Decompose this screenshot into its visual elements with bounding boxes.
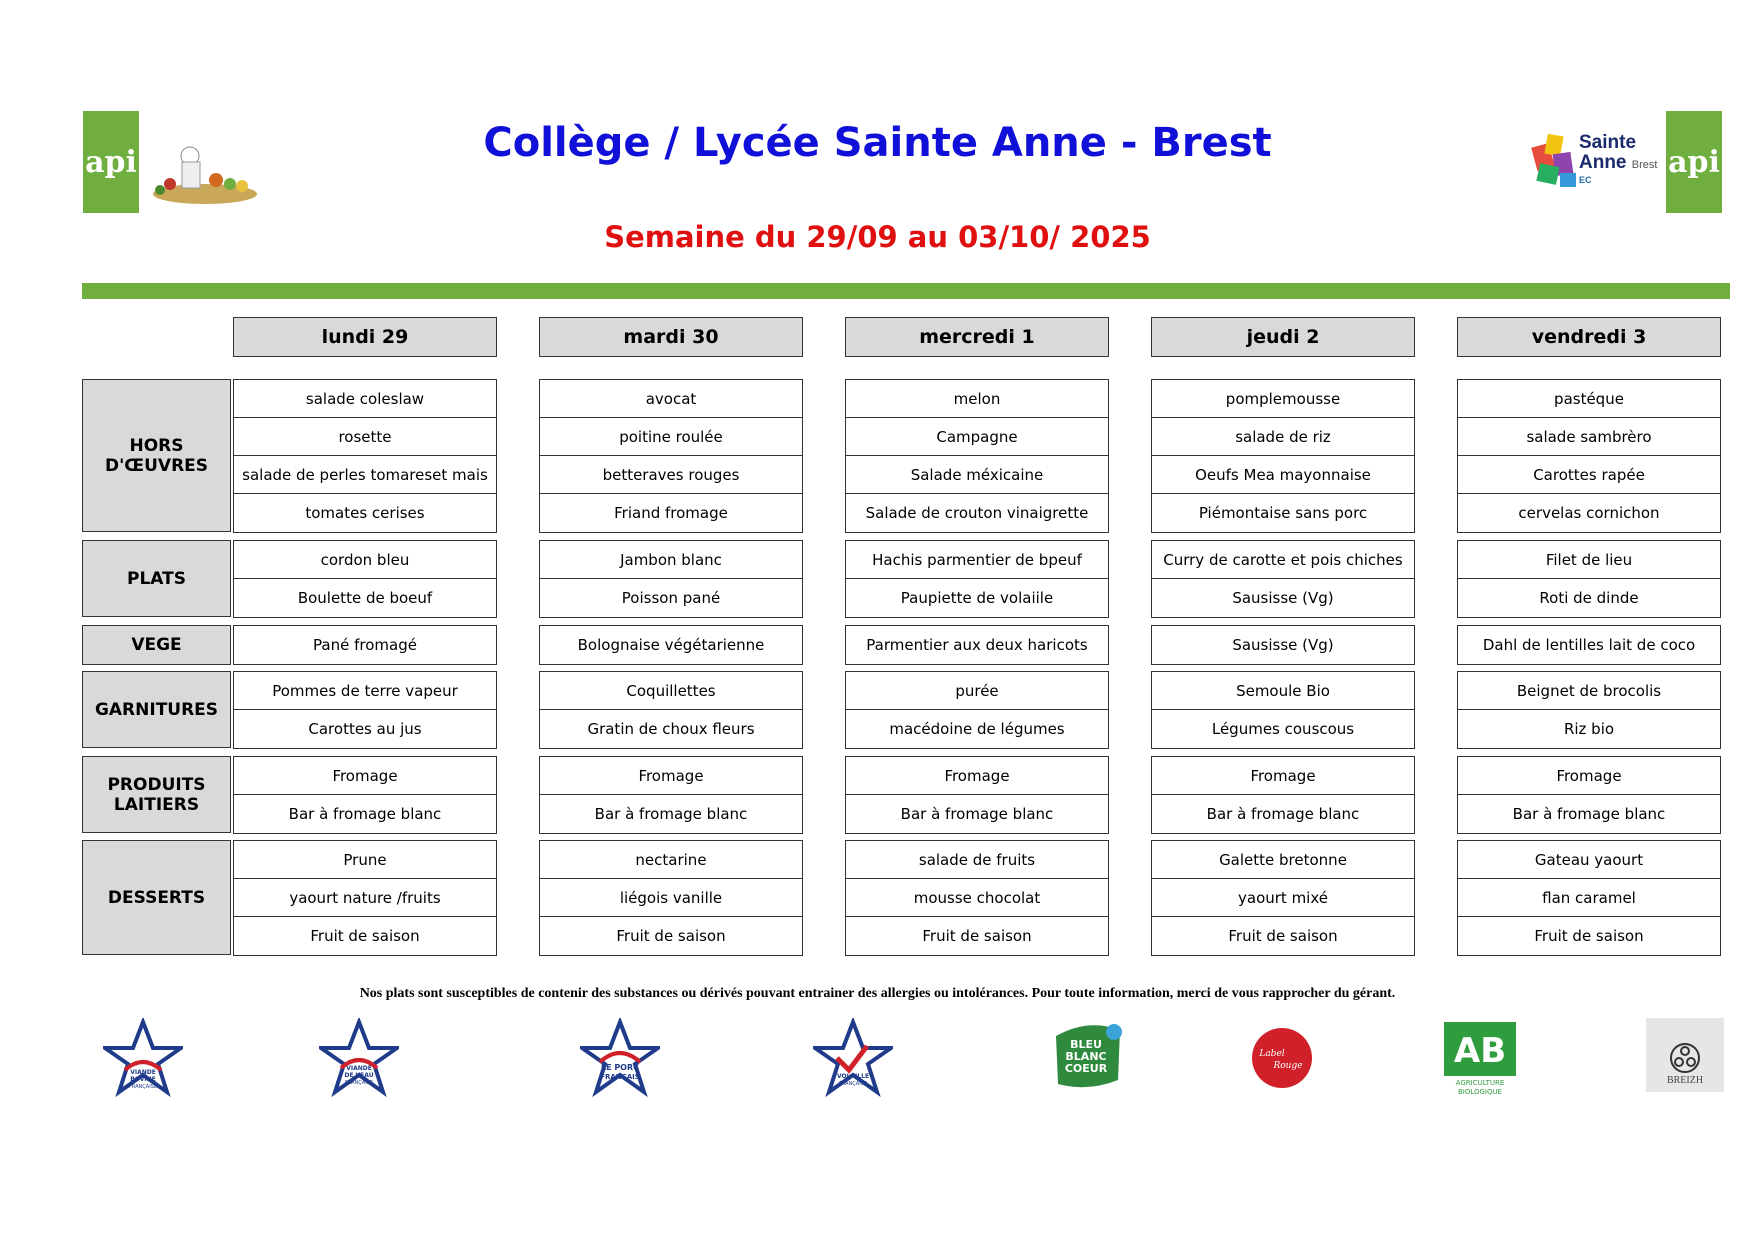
day-header-vendredi: vendredi 3 — [1457, 317, 1721, 357]
bleu-blanc-coeur-icon — [1048, 1018, 1128, 1098]
menu-item: Carottes au jus — [308, 720, 422, 738]
menu-item: macédoine de légumes — [889, 720, 1065, 738]
menu-item: Bar à fromage blanc — [900, 805, 1054, 823]
menu-item: poitine roulée — [540, 418, 802, 456]
menu-item: Prune — [234, 841, 496, 879]
category-produits-laitiers: PRODUITS LAITIERS — [82, 756, 231, 833]
menu-item: salade coleslaw — [234, 380, 496, 418]
menu-item: Bar à fromage blanc — [594, 805, 748, 823]
menu-item: Pané fromagé — [313, 636, 417, 654]
menu-item: Poisson pané — [621, 589, 721, 607]
menu-item: salade de perles tomareset mais — [234, 456, 496, 494]
menu-item: Sausisse (Vg) — [1232, 636, 1334, 654]
svg-text:AGRICULTURE: AGRICULTURE — [1455, 1079, 1505, 1087]
menu-item: yaourt mixé — [1152, 879, 1414, 917]
menu-item: Roti de dinde — [1539, 589, 1639, 607]
menu-block — [539, 625, 803, 665]
menu-block — [1457, 379, 1721, 533]
menu-item: purée — [846, 672, 1108, 710]
menu-block — [1151, 756, 1415, 834]
volaille-francaise-icon — [813, 1018, 893, 1098]
svg-text:BLANC: BLANC — [1065, 1050, 1107, 1063]
menu-block — [233, 840, 497, 956]
menu-item: salade de riz — [1152, 418, 1414, 456]
menu-block — [1457, 540, 1721, 618]
menu-item: Bolognaise végétarienne — [577, 636, 765, 654]
menu-item: Salade méxicaine — [846, 456, 1108, 494]
menu-block — [233, 671, 497, 749]
menu-block — [845, 671, 1109, 749]
menu-item: Friand fromage — [614, 504, 728, 522]
day-header-mardi: mardi 30 — [539, 317, 803, 357]
menu-item: Fruit de saison — [310, 927, 420, 945]
menu-item: Filet de lieu — [1458, 541, 1720, 579]
week-subtitle: Semaine du 29/09 au 03/10/ 2025 — [604, 220, 1151, 254]
menu-item: Bar à fromage blanc — [1512, 805, 1666, 823]
menu-item: Boulette de boeuf — [297, 589, 433, 607]
school-logo-line3: Brest — [1631, 159, 1658, 171]
school-logo-line4: EC — [1579, 175, 1592, 185]
viande-de-veau-francaise-icon — [319, 1018, 399, 1098]
menu-item: Dahl de lentilles lait de coco — [1482, 636, 1696, 654]
svg-text:COEUR: COEUR — [1064, 1062, 1108, 1075]
menu-item: salade sambrèro — [1458, 418, 1720, 456]
menu-block — [845, 379, 1109, 533]
menu-item: Fruit de saison — [616, 927, 726, 945]
menu-item: Curry de carotte et pois chiches — [1152, 541, 1414, 579]
menu-block — [1151, 840, 1415, 956]
menu-item: flan caramel — [1458, 879, 1720, 917]
menu-block — [1457, 840, 1721, 956]
menu-item: Pommes de terre vapeur — [234, 672, 496, 710]
menu-item: yaourt nature /fruits — [234, 879, 496, 917]
category-hors-doeuvres: HORS D'ŒUVRES — [82, 379, 231, 532]
menu-item: melon — [846, 380, 1108, 418]
menu-item: pomplemousse — [1152, 380, 1414, 418]
api-logo-right: api — [1666, 111, 1722, 213]
menu-block — [845, 540, 1109, 618]
menu-item: Fromage — [846, 757, 1108, 795]
menu-item: Coquillettes — [540, 672, 802, 710]
day-header-mercredi: mercredi 1 — [845, 317, 1109, 357]
menu-item: betteraves rouges — [540, 456, 802, 494]
menu-item: Paupiette de volaiile — [900, 589, 1054, 607]
menu-block — [1151, 625, 1415, 665]
menu-item: tomates cerises — [305, 504, 425, 522]
menu-block — [539, 671, 803, 749]
menu-item: Bar à fromage blanc — [1206, 805, 1360, 823]
menu-item: Riz bio — [1563, 720, 1615, 738]
svg-text:LE PORC: LE PORC — [600, 1063, 640, 1072]
menu-item: Galette bretonne — [1152, 841, 1414, 879]
menu-block — [233, 625, 497, 665]
menu-item: Légumes couscous — [1211, 720, 1355, 738]
menu-item: Hachis parmentier de bpeuf — [846, 541, 1108, 579]
school-logo-line2: Anne — [1579, 152, 1627, 173]
menu-item: Fruit de saison — [1228, 927, 1338, 945]
school-logo-line1: Sainte — [1579, 132, 1637, 153]
menu-block — [1457, 625, 1721, 665]
menu-item: liégois vanille — [540, 879, 802, 917]
api-logo-left: api — [83, 111, 139, 213]
menu-item: Piémontaise sans porc — [1198, 504, 1368, 522]
menu-block — [539, 540, 803, 618]
agriculture-biologique-icon — [1440, 1018, 1520, 1098]
le-porc-francais-icon — [580, 1018, 660, 1098]
menu-item: Semoule Bio — [1152, 672, 1414, 710]
menu-item: Fruit de saison — [1534, 927, 1644, 945]
svg-text:Rouge: Rouge — [1273, 1061, 1303, 1071]
svg-text:VIANDE: VIANDE — [346, 1065, 372, 1072]
menu-item: Parmentier aux deux haricots — [866, 636, 1088, 654]
svg-text:Label: Label — [1259, 1049, 1285, 1059]
menu-item: Fromage — [540, 757, 802, 795]
menu-item: Fruit de saison — [922, 927, 1032, 945]
menu-block — [1457, 671, 1721, 749]
menu-item: Fromage — [1458, 757, 1720, 795]
menu-item: Sausisse (Vg) — [1232, 589, 1334, 607]
menu-item: pastéque — [1458, 380, 1720, 418]
menu-item: rosette — [234, 418, 496, 456]
menu-block — [1151, 540, 1415, 618]
allergy-notice: Nos plats sont susceptibles de contenir des substances ou dérivés pouvant entrainer des allergies ou intolérances. Pour toute information, merci de vous rapprocher du gérant. — [359, 986, 1396, 1001]
day-header-lundi: lundi 29 — [233, 317, 497, 357]
menu-block — [539, 379, 803, 533]
menu-item: Jambon blanc — [540, 541, 802, 579]
menu-item: salade de fruits — [846, 841, 1108, 879]
menu-block — [1151, 671, 1415, 749]
menu-block — [233, 379, 497, 533]
viande-bovine-francaise-icon — [103, 1018, 183, 1098]
menu-block — [845, 840, 1109, 956]
category-garnitures: GARNITURES — [82, 671, 231, 748]
menu-block — [845, 625, 1109, 665]
menu-item: avocat — [540, 380, 802, 418]
menu-item: Bar à fromage blanc — [288, 805, 442, 823]
page-title: Collège / Lycée Sainte Anne - Brest — [483, 120, 1272, 166]
menu-item: mousse chocolat — [846, 879, 1108, 917]
svg-text:FRANÇAISE: FRANÇAISE — [128, 1084, 158, 1090]
green-divider — [82, 283, 1730, 299]
label-rouge-icon — [1242, 1018, 1322, 1098]
menu-item: Gratin de choux fleurs — [587, 720, 755, 738]
svg-text:DE VEAU: DE VEAU — [344, 1072, 374, 1079]
category-vege: VEGE — [82, 625, 231, 665]
svg-text:VOLAILLE: VOLAILLE — [836, 1073, 870, 1080]
svg-text:AB: AB — [1453, 1031, 1507, 1071]
menu-item: cordon bleu — [234, 541, 496, 579]
menu-item: Fromage — [234, 757, 496, 795]
svg-text:VIANDE: VIANDE — [130, 1069, 156, 1076]
svg-text:FRANÇAISE: FRANÇAISE — [344, 1080, 374, 1086]
category-plats: PLATS — [82, 540, 231, 617]
menu-item: Gateau yaourt — [1458, 841, 1720, 879]
menu-item: nectarine — [540, 841, 802, 879]
menu-item: Carottes rapée — [1458, 456, 1720, 494]
menu-block — [1457, 756, 1721, 834]
menu-item: Salade de crouton vinaigrette — [865, 504, 1089, 522]
menu-block — [1151, 379, 1415, 533]
menu-item: Oeufs Mea mayonnaise — [1152, 456, 1414, 494]
svg-text:FRANÇAISE: FRANÇAISE — [838, 1081, 868, 1087]
menu-block — [539, 840, 803, 956]
breizh-text: BREIZH — [1666, 1075, 1704, 1086]
menu-block — [233, 540, 497, 618]
svg-text:BLEU: BLEU — [1070, 1038, 1102, 1051]
triskell-icon — [1668, 1041, 1702, 1075]
menu-item: Campagne — [846, 418, 1108, 456]
menu-block — [233, 756, 497, 834]
category-desserts: DESSERTS — [82, 840, 231, 955]
menu-item: Beignet de brocolis — [1458, 672, 1720, 710]
menu-block — [539, 756, 803, 834]
svg-text:BOVINE: BOVINE — [130, 1076, 156, 1083]
svg-text:FRANÇAIS: FRANÇAIS — [600, 1073, 640, 1081]
day-header-jeudi: jeudi 2 — [1151, 317, 1415, 357]
menu-block — [845, 756, 1109, 834]
menu-item: cervelas cornichon — [1518, 504, 1660, 522]
svg-text:BIOLOGIQUE: BIOLOGIQUE — [1457, 1088, 1503, 1096]
menu-item: Fromage — [1152, 757, 1414, 795]
breizh-label — [1646, 1018, 1724, 1092]
